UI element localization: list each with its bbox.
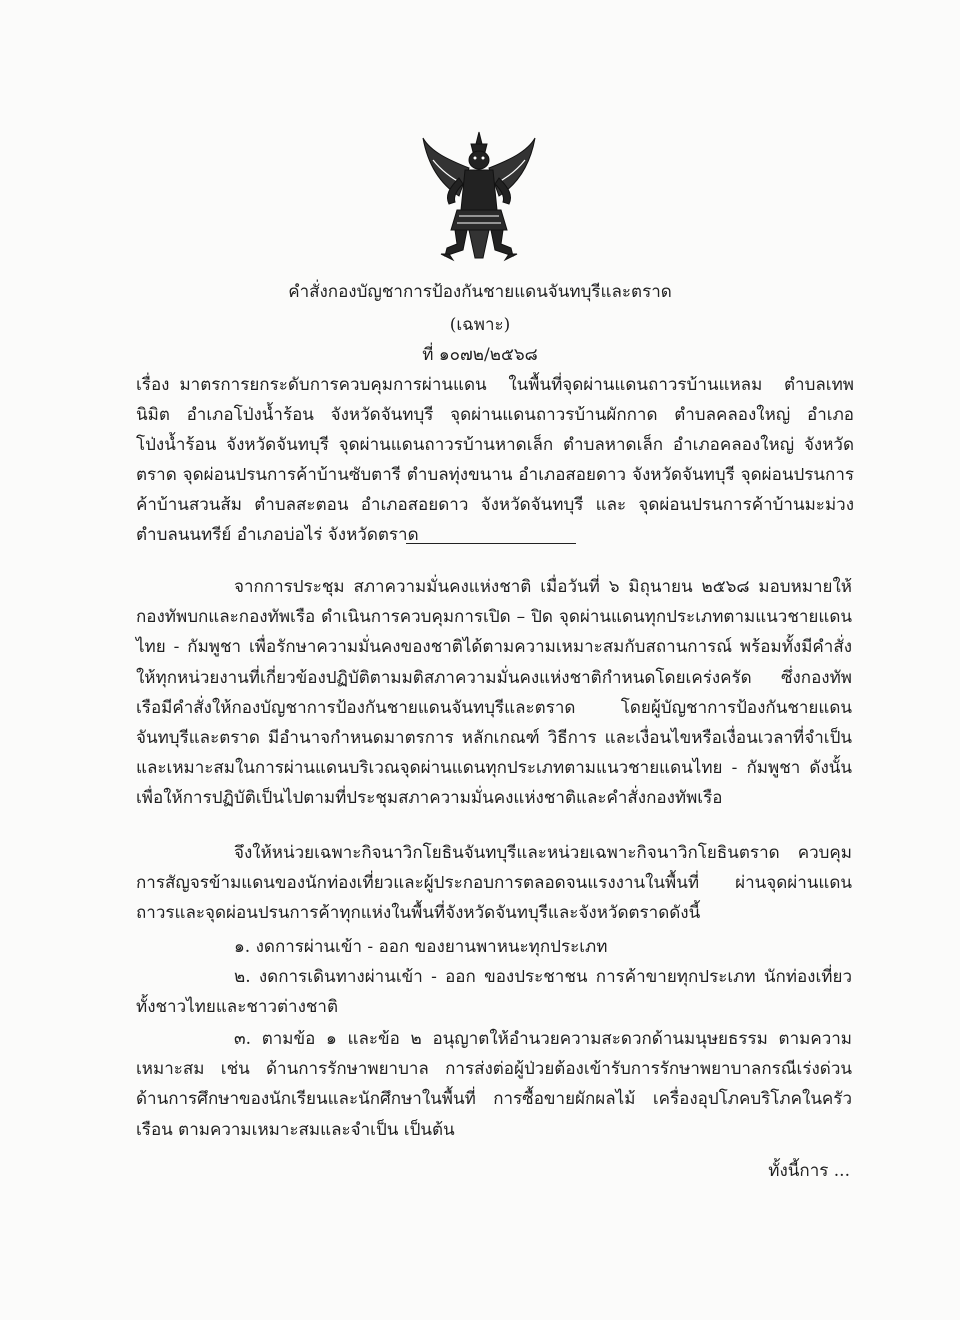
divider-line [406, 543, 576, 544]
garuda-emblem-icon [419, 130, 539, 262]
continuation-marker: ทั้งนี้การ ... [768, 1161, 850, 1181]
order-number: ที่ ๑๐๗๒/๒๕๖๘ [422, 345, 538, 365]
subject-label: เรื่อง [136, 375, 170, 395]
body-paragraph-2: จึงให้หน่วยเฉพาะกิจนาวิกโยธินจันทบุรีและหน่วยเฉพาะกิจนาวิกโยธินตราด ควบคุมการสัญจรข้ามแดนของนักท่องเที่ยวและผู้ประกอบการตลอดจนแรงงานในพื้นที่ ผ่านจุดผ่านแดนถาวรและจุดผ่อนปรนการค้าทุกแห่งในพื้นที่จังหวัดจันทบุรีและจังหวัดตราดดังนี้ [136, 843, 852, 924]
body-paragraph-1: จากการประชุม สภาความมั่นคงแห่งชาติ เมื่อวันที่ ๖ มิถุนายน ๒๕๖๘ มอบหมายให้กองทัพบกและกองทัพเรือ ดำเนินการควบคุมการเปิด – ปิด จุดผ่านแดนทุกประเภทตามแนวชายแดนไทย - กัมพูชา เพื่อรักษาความมั่นคงของชาติได้ตามความเหมาะสมกับสถานการณ์ พร้อมทั้งมีคำสั่งให้ทุกหน่วยงานที่เกี่ยวข้องปฏิบัติตามมติสภาความมั่นคงแห่งชาติกำหนดโดยเคร่งครัด ซึ่งกองทัพเรือมีคำสั่งให้กองบัญชาการป้องกันชายแดนจันทบุรีและตราด โดยผู้บัญชาการป้องกันชายแดนจันทบุรีและตราด มีอำนาจกำหนดมาตรการ หลักเกณฑ์ วิธีการ และเงื่อนไขหรือเงื่อนเวลาที่จำเป็นและเหมาะสมในการผ่านแดนบริเวณจุดผ่านแดนทุกประเภทตามแนวชายแดนไทย - กัมพูชา ดังนั้นเพื่อให้การปฏิบัติเป็นไปตามที่ประชุมสภาความมั่นคงแห่งชาติและคำสั่งกองทัพเรือ [136, 577, 852, 809]
order-item-3: ๓. ตามข้อ ๑ และข้อ ๒ อนุญาตให้อำนวยความสะดวกด้านมนุษยธรรม ตามความเหมาะสม เช่น ด้านการรักษาพยาบาล การส่งต่อผู้ป่วยต้องเข้ารับการรักษาพยาบาลกรณีเร่งด่วน ด้านการศึกษาของนักเรียนและนักศึกษาในพื้นที่ การซื้อขายผักผลไม้ เครื่องอุปโภคบริโภคในครัวเรือน ตามความเหมาะสมและจำเป็น เป็นต้น [136, 1029, 852, 1140]
order-item-2: ๒. งดการเดินทางผ่านเข้า - ออก ของประชาชน การค้าขายทุกประเภท นักท่องเที่ยวทั้งชาวไทยและชาวต่างชาติ [136, 967, 852, 1018]
order-item-1: ๑. งดการผ่านเข้า - ออก ของยานพาหนะทุกประเภท [234, 937, 608, 957]
subject-text: มาตรการยกระดับการควบคุมการผ่านแดน ในพื้นที่จุดผ่านแดนถาวรบ้านแหลม ตำบลเทพนิมิต อำเภอโป่งน้ำร้อน จังหวัดจันทบุรี จุดผ่านแดนถาวรบ้านผักกาด ตำบลคลองใหญ่ อำเภอโป่งน้ำร้อน จังหวัดจันทบุรี จุดผ่านแดนถาวรบ้านหาดเล็ก ตำบลหาดเล็ก อำเภอคลองใหญ่ จังหวัดตราด จุดผ่อนปรนการค้าบ้านซับตารี ตำบลทุ่งขนาน อำเภอสอยดาว จังหวัดจันทบุรี จุดผ่อนปรนการค้าบ้านสวนส้ม ตำบลสะตอน อำเภอสอยดาว จังหวัดจันทบุรี และ จุดผ่อนปรนการค้าบ้านมะม่วง ตำบลนนทรีย์ อำเภอบ่อไร่ จังหวัดตราด [136, 375, 854, 545]
order-title: คำสั่งกองบัญชาการป้องกันชายแดนจันทบุรีและตราด [288, 282, 672, 302]
classification-label: (เฉพาะ) [449, 315, 511, 335]
subject-block [136, 370, 854, 550]
